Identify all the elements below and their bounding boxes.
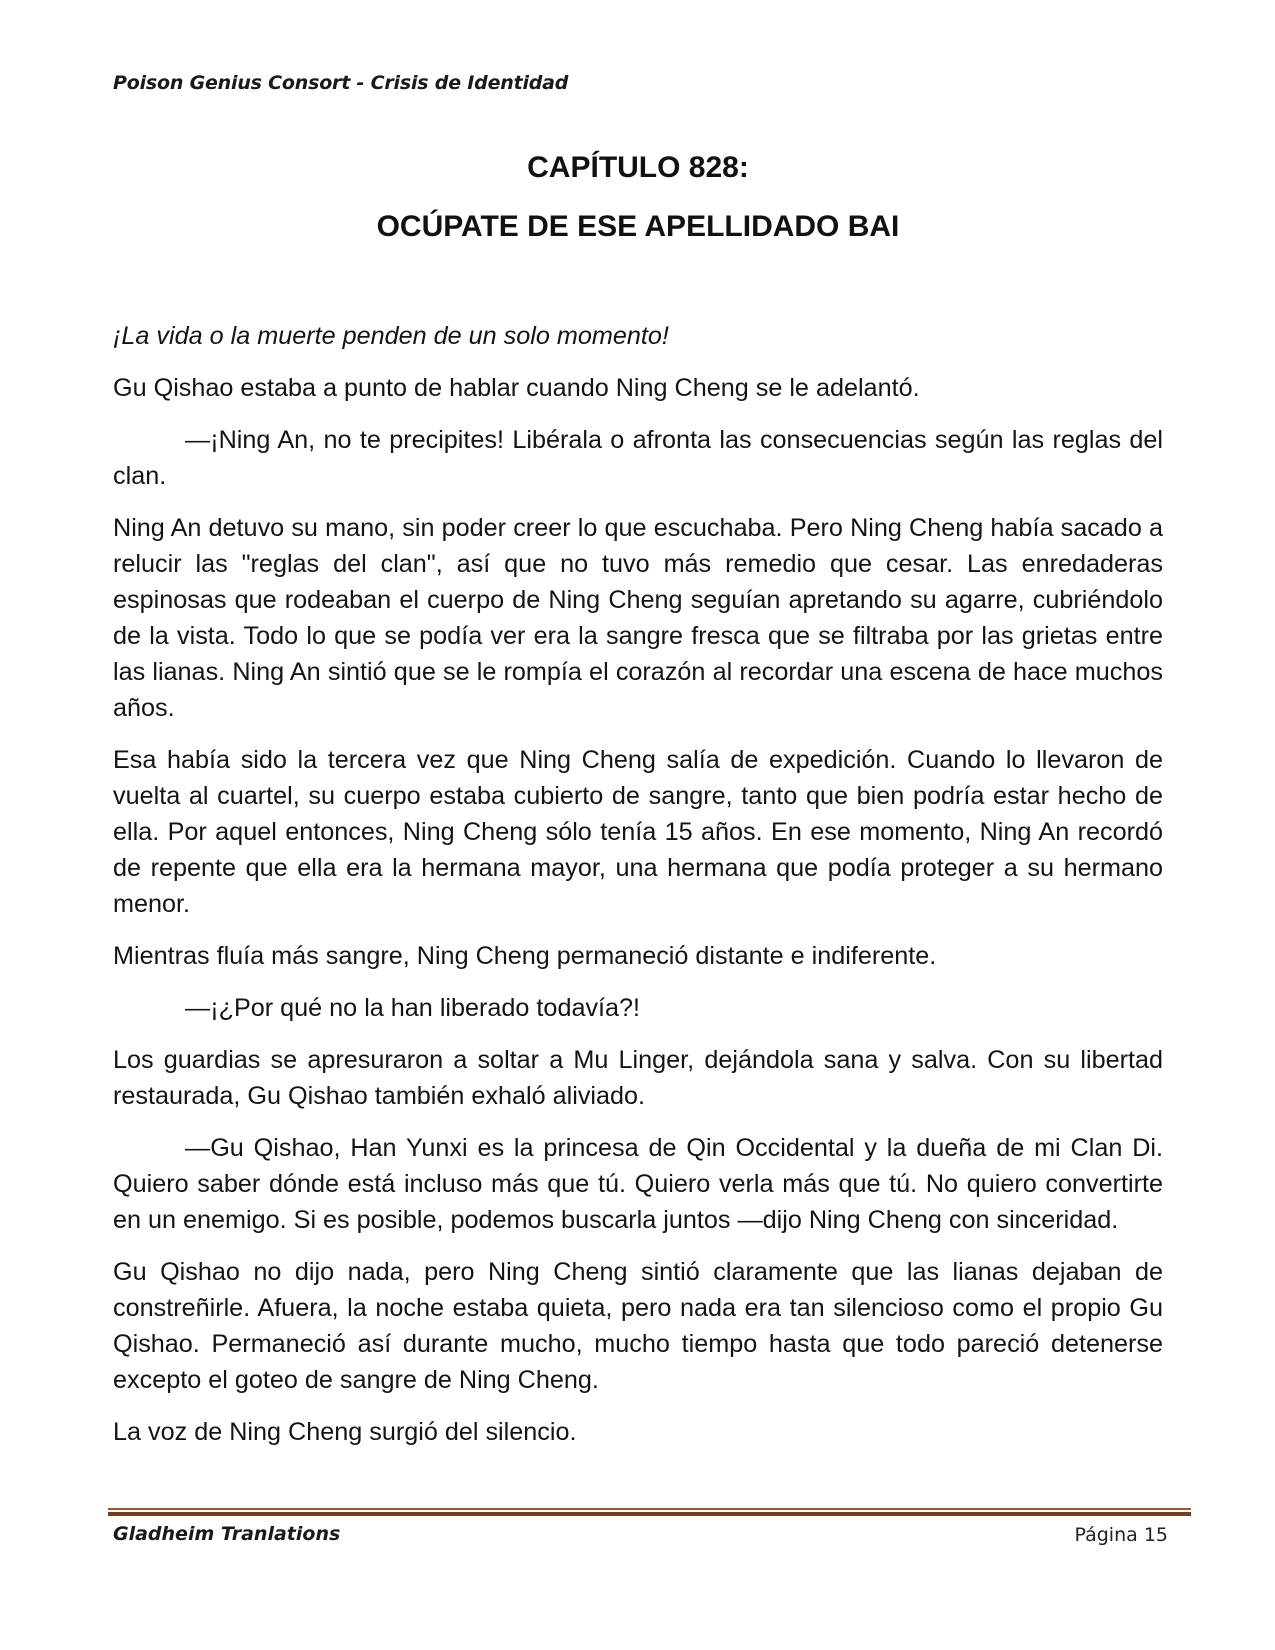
paragraph: ¡La vida o la muerte penden de un solo momento! bbox=[113, 322, 669, 350]
paragraph: Gu Qishao estaba a punto de hablar cuando Ning Cheng se le adelantó. bbox=[113, 374, 920, 402]
page-number-block bbox=[1074, 1524, 1168, 1546]
paragraph: Esa había sido la tercera vez que Ning Cheng salía de expedición. Cuando lo llevaron de vuelta al cuartel, su cuerpo estaba cubierto de sangre, tanto que bien podría estar hecho de ella. Por aquel entonces, Ning Cheng sólo tenía 15 años. En ese momento, Ning An recordó de repente que ella era la hermana mayor, una hermana que podía proteger a su hermano menor. bbox=[113, 746, 1163, 918]
footer-divider-thick bbox=[108, 1512, 1191, 1516]
page-label: Página bbox=[1074, 1524, 1138, 1546]
chapter-title: OCÚPATE DE ESE APELLIDADO BAI bbox=[376, 210, 900, 243]
paragraph: Gu Qishao no dijo nada, pero Ning Cheng sintió claramente que las lianas dejaban de constreñirle. Afuera, la noche estaba quieta, pero nada era tan silencioso como el propio Gu Qishao. Permaneció así durante mucho, mucho tiempo hasta que todo pareció detenerse excepto el goteo de sangre de Ning Cheng. bbox=[113, 1258, 1163, 1394]
paragraph: Los guardias se apresuraron a soltar a Mu Linger, dejándola sana y salva. Con su libertad restaurada, Gu Qishao también exhaló aliviado. bbox=[113, 1046, 1163, 1110]
page-number: 15 bbox=[1143, 1524, 1168, 1546]
chapter-number: CAPÍTULO 828: bbox=[527, 151, 749, 184]
chapter-body bbox=[113, 318, 1163, 1466]
paragraph: —¡¿Por qué no la han liberado todavía?! bbox=[185, 994, 641, 1022]
paragraph: La voz de Ning Cheng surgió del silencio. bbox=[113, 1418, 577, 1446]
paragraph: Mientras fluía más sangre, Ning Cheng permaneció distante e indiferente. bbox=[113, 942, 937, 970]
paragraph: —Gu Qishao, Han Yunxi es la princesa de Qin Occidental y la dueña de mi Clan Di. Quiero saber dónde está incluso más que tú. Quiero verla más que tú. No quiero convertirte en un enemigo. Si es posible, podemos buscarla juntos —dijo Ning Cheng con sinceridad. bbox=[113, 1134, 1163, 1234]
footer-divider-thin bbox=[108, 1508, 1191, 1510]
paragraph: —¡Ning An, no te precipites! Libérala o afronta las consecuencias según las reglas del clan. bbox=[113, 426, 1163, 490]
running-header: Poison Genius Consort - Crisis de Identidad bbox=[113, 72, 569, 94]
paragraph: Ning An detuvo su mano, sin poder creer lo que escuchaba. Pero Ning Cheng había sacado a relucir las "reglas del clan", así que no tuvo más remedio que cesar. Las enredaderas espinosas que rodeaban el cuerpo de Ning Cheng seguían apretando su agarre, cubriéndolo de la vista. Todo lo que se podía ver era la sangre fresca que se filtraba por las grietas entre las lianas. Ning An sintió que se le rompía el corazón al recordar una escena de hace muchos años. bbox=[113, 514, 1163, 722]
footer-publisher: Gladheim Tranlations bbox=[113, 1523, 341, 1545]
